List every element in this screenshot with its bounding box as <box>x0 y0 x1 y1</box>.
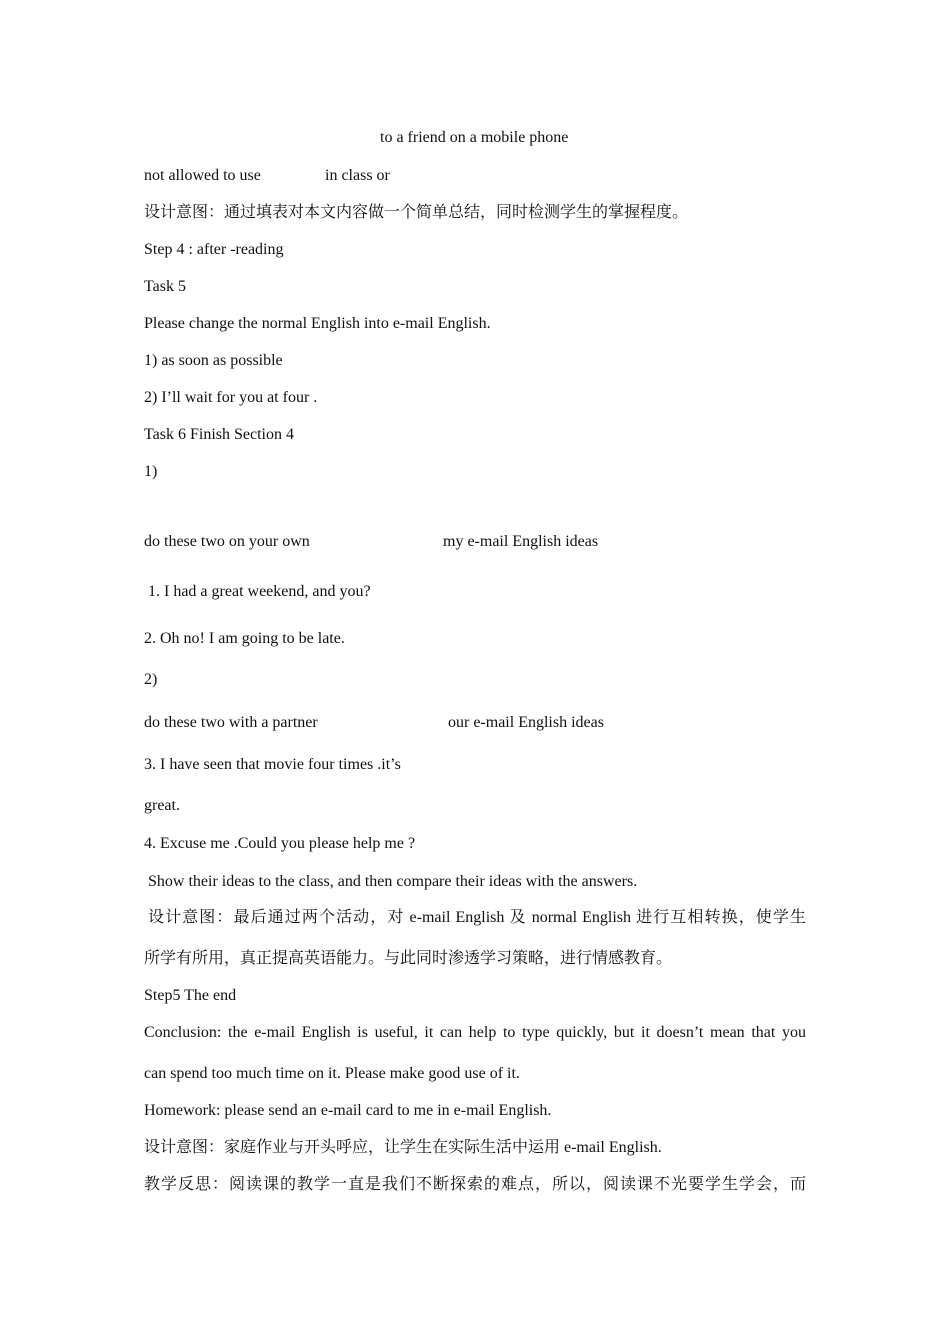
list-item: 2) I’ll wait for you at four . <box>144 389 318 406</box>
column-header: do these two on your own <box>144 533 310 550</box>
homework-text: Homework: please send an e-mail card to me in e-mail English. <box>144 1102 552 1119</box>
table-fragment-text: to a friend on a mobile phone <box>380 129 569 146</box>
exercise-sentence: 2. Oh no! I am going to be late. <box>144 630 345 647</box>
task-heading: Task 6 Finish Section 4 <box>144 426 294 443</box>
conclusion-text: Conclusion: the e-mail English is useful, it can help to type quickly, but it doesn’t mean that you <box>144 1024 806 1041</box>
exercise-sentence: 4. Excuse me .Could you please help me ? <box>144 835 416 852</box>
list-number: 2) <box>144 671 158 688</box>
task-heading: Task 5 <box>144 278 186 295</box>
conclusion-text: can spend too much time on it. Please make good use of it. <box>144 1065 520 1082</box>
step-heading: Step5 The end <box>144 987 237 1004</box>
teaching-reflection: 教学反思：阅读课的教学一直是我们不断探索的难点，所以，阅读课不光要学生学会，而 <box>144 1176 806 1193</box>
activity-instruction: Show their ideas to the class, and then compare their ideas with the answers. <box>148 873 638 890</box>
design-intent-note: 设计意图：家庭作业与开头呼应，让学生在实际生活中运用 e-mail English. <box>144 1139 662 1156</box>
list-number: 1) <box>144 463 158 480</box>
table-fragment-text: in class or <box>325 167 390 184</box>
column-header: do these two with a partner <box>144 714 318 731</box>
step-heading: Step 4 : after -reading <box>144 241 284 258</box>
column-header: our e-mail English ideas <box>448 714 604 731</box>
table-fragment-text: not allowed to use <box>144 167 261 184</box>
list-item: 1) as soon as possible <box>144 352 283 369</box>
design-intent-note: 设计意图：最后通过两个活动，对 e-mail English 及 normal English 进行互相转换，使学生 <box>148 909 806 926</box>
exercise-sentence: 3. I have seen that movie four times .it’s <box>144 756 401 773</box>
design-intent-note: 所学有所用，真正提高英语能力。与此同时渗透学习策略，进行情感教育。 <box>144 950 673 967</box>
task-instruction: Please change the normal English into e-mail English. <box>144 315 491 332</box>
column-header: my e-mail English ideas <box>443 533 599 550</box>
exercise-sentence-continued: great. <box>144 797 180 814</box>
design-intent-note: 设计意图：通过填表对本文内容做一个简单总结，同时检测学生的掌握程度。 <box>144 204 689 221</box>
exercise-sentence: 1. I had a great weekend, and you? <box>148 583 371 600</box>
